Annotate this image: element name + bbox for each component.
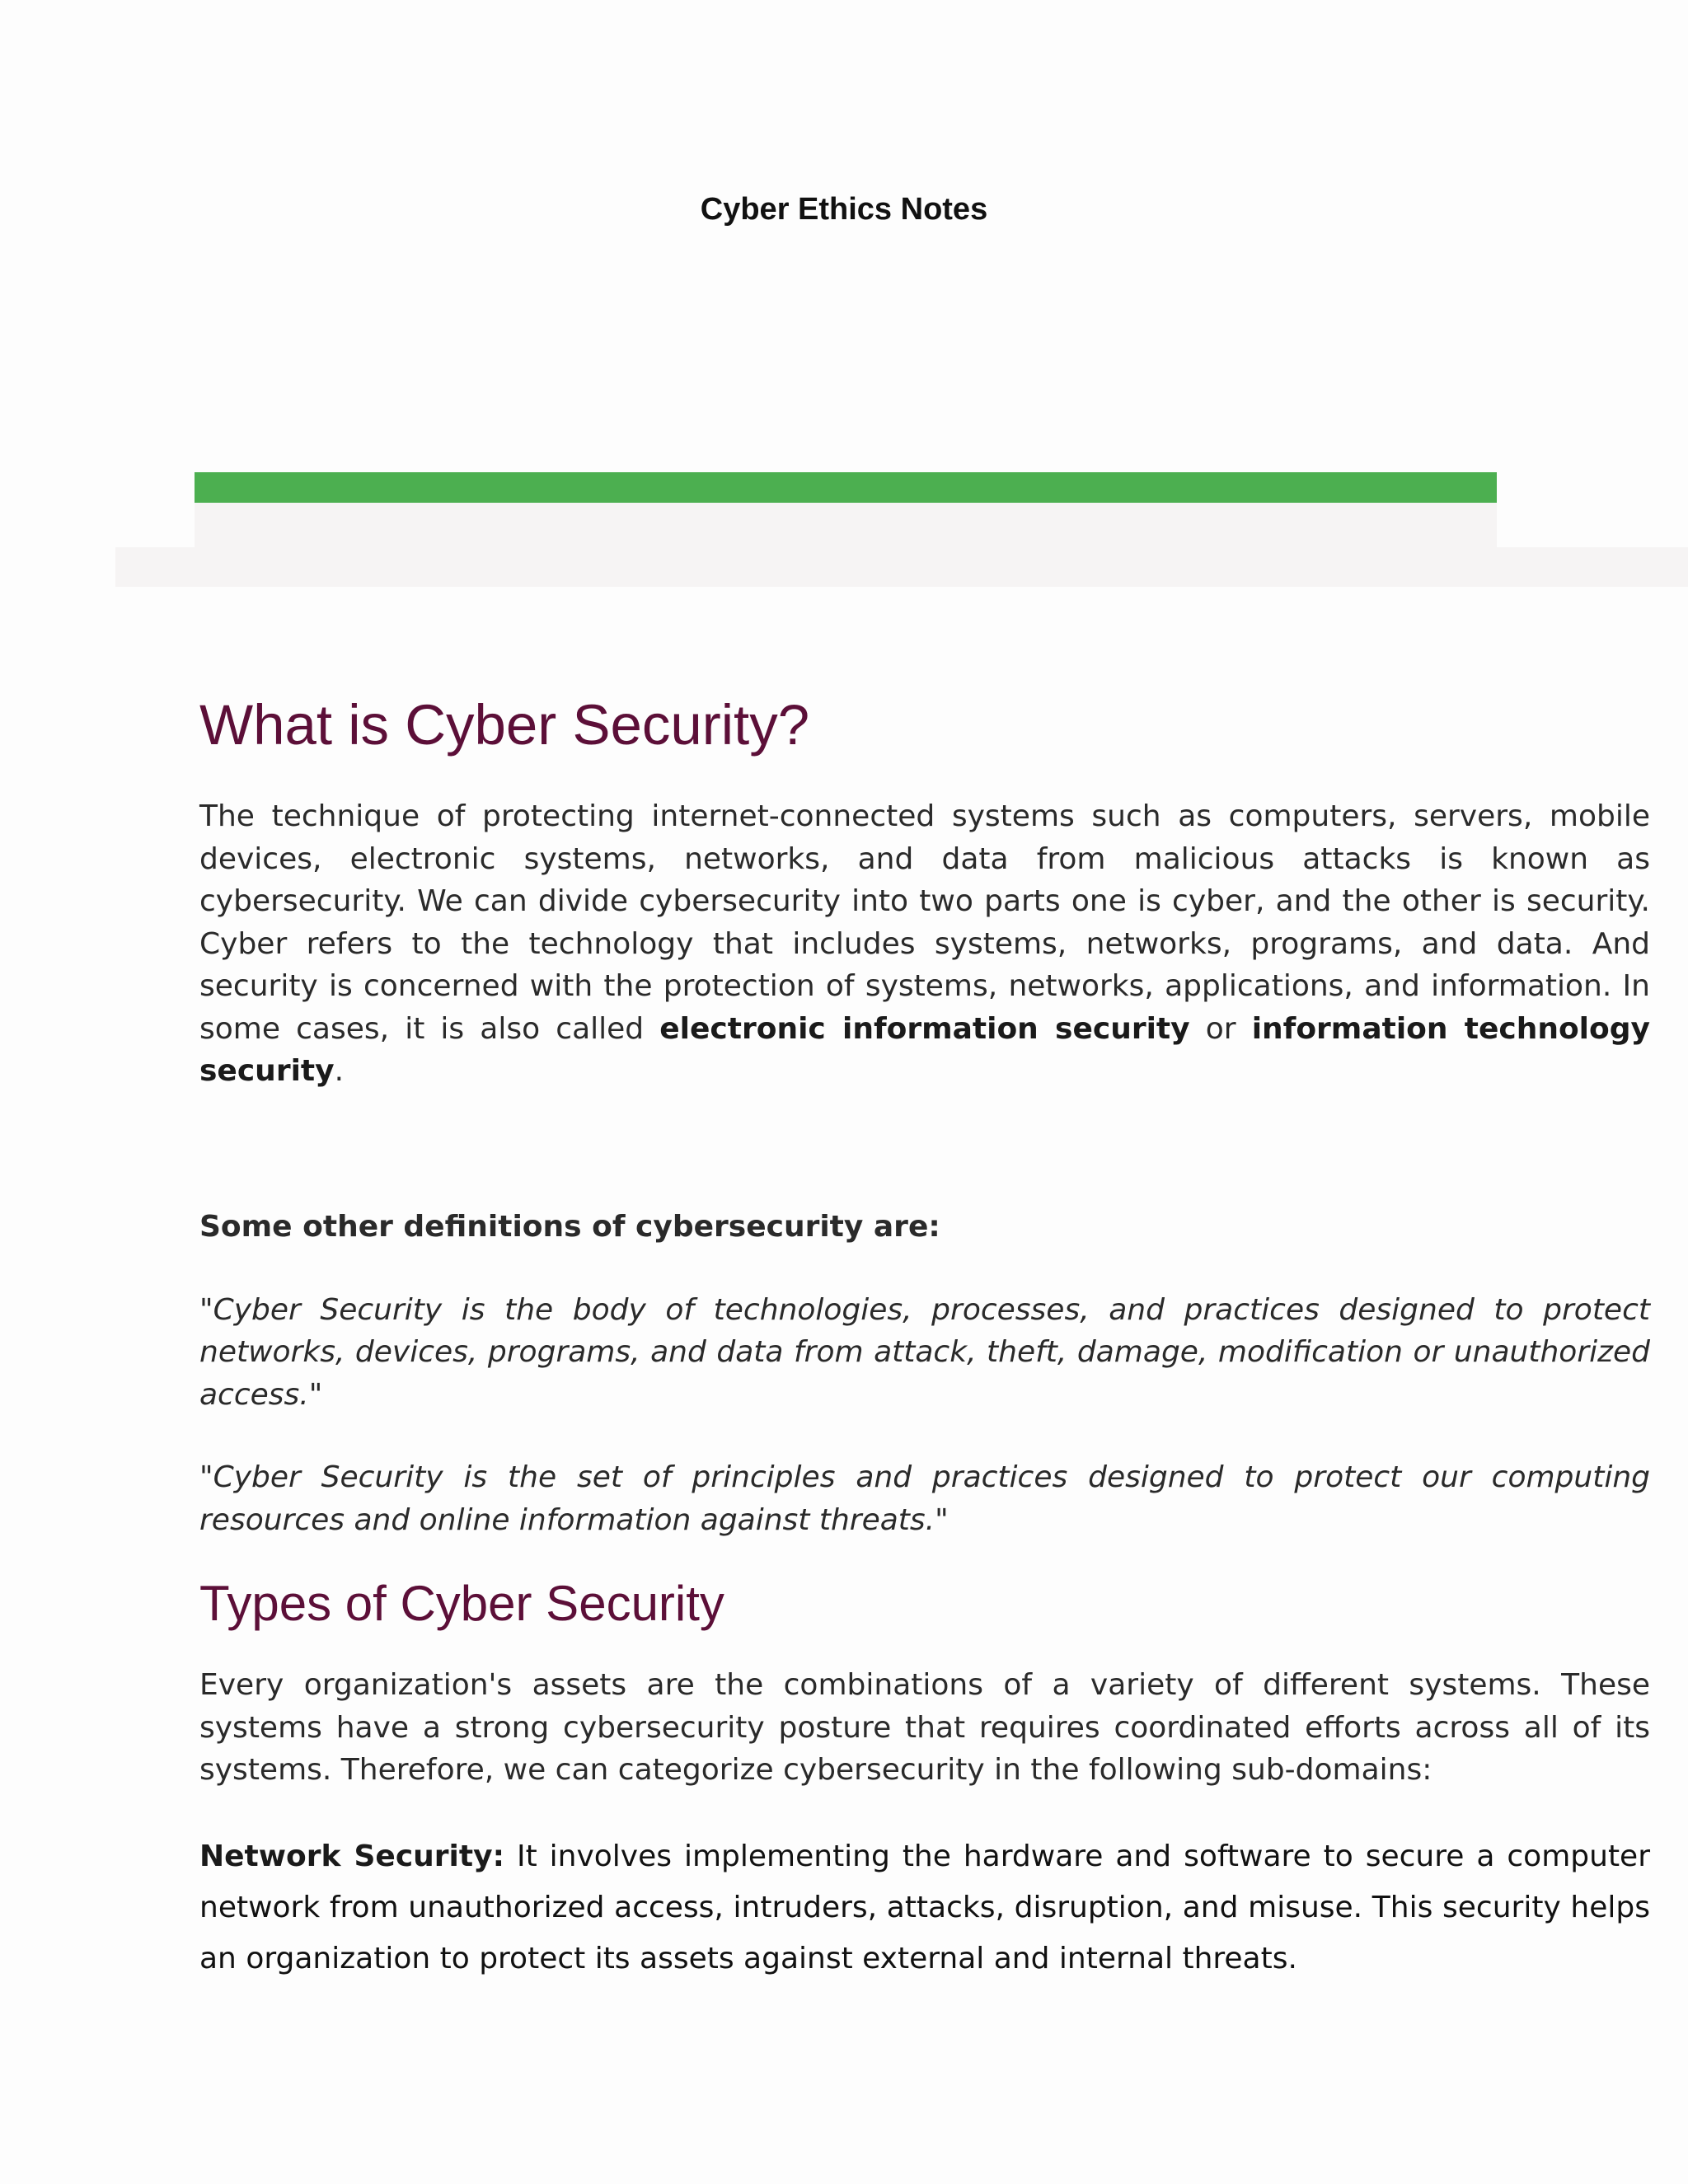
network-security-paragraph: [199, 1831, 1650, 1985]
network-security-label: Network Security:: [199, 1839, 504, 1873]
definition-quote-2: "Cyber Security is the set of principles and practices designed to protect our computing resources and online information against threats.": [199, 1460, 1650, 1537]
intro-paragraph: [199, 795, 1650, 1093]
types-intro-paragraph: Every organization's assets are the combinations of a variety of different systems. These systems have a strong cybersecurity posture that requires coordinated efforts across all of its systems. Therefore, we can categorize cybersecurity in the following sub-domains:: [199, 1668, 1650, 1787]
quote-2-text: Cyber Security is the set of principles and practices designed to protect our computing resources and online information against threats.: [199, 1460, 1650, 1537]
network-security-text: It involves implementing the hardware and software to secure a computer network from unauthorized access, intruders, attacks, disruption, and misuse. This security helps an organization to protect its assets against external and internal threats.: [199, 1839, 1651, 1975]
definitions-heading: Some other definitions of cybersecurity are:: [199, 1209, 940, 1244]
definition-quote-1: "Cyber Security is the body of technologies, processes, and practices designed to protect networks, devices, programs, and data from attack, theft, damage, modification or unauthorized access.": [199, 1292, 1650, 1412]
connector-or: or: [1189, 1011, 1252, 1046]
bold-term-electronic-information-security: electronic information security: [659, 1011, 1190, 1046]
document-body: [199, 684, 1650, 1985]
bold-term-information-technology-security: information technology security: [199, 1011, 1650, 1088]
heading-what-is-cyber-security: What is Cyber Security?: [199, 693, 810, 757]
quote-1-text: Cyber Security is the body of technologies, processes, and practices designed to protect networks, devices, programs, and data from attack, theft, damage, modification or unauthorized access.: [199, 1292, 1650, 1412]
header-band-lower: [115, 547, 1688, 587]
intro-end-punct: .: [334, 1054, 345, 1088]
header-band-upper: [195, 503, 1497, 547]
green-accent-bar: [195, 472, 1497, 503]
intro-text: The technique of protecting internet-connected systems such as computers, servers, mobile devices, electronic systems, networks, and data from malicious attacks is known as cybersecurity. We can divide cybersecurity into two parts one is cyber, and the other is security. Cyber refers to the technology that includes systems, networks, programs, and data. And security is concerned with the protection of systems, networks, applications, and information. In some cases, it is also called: [199, 799, 1650, 1046]
heading-types-of-cyber-security: Types of Cyber Security: [199, 1576, 724, 1631]
page-title: Cyber Ethics Notes: [700, 192, 988, 227]
